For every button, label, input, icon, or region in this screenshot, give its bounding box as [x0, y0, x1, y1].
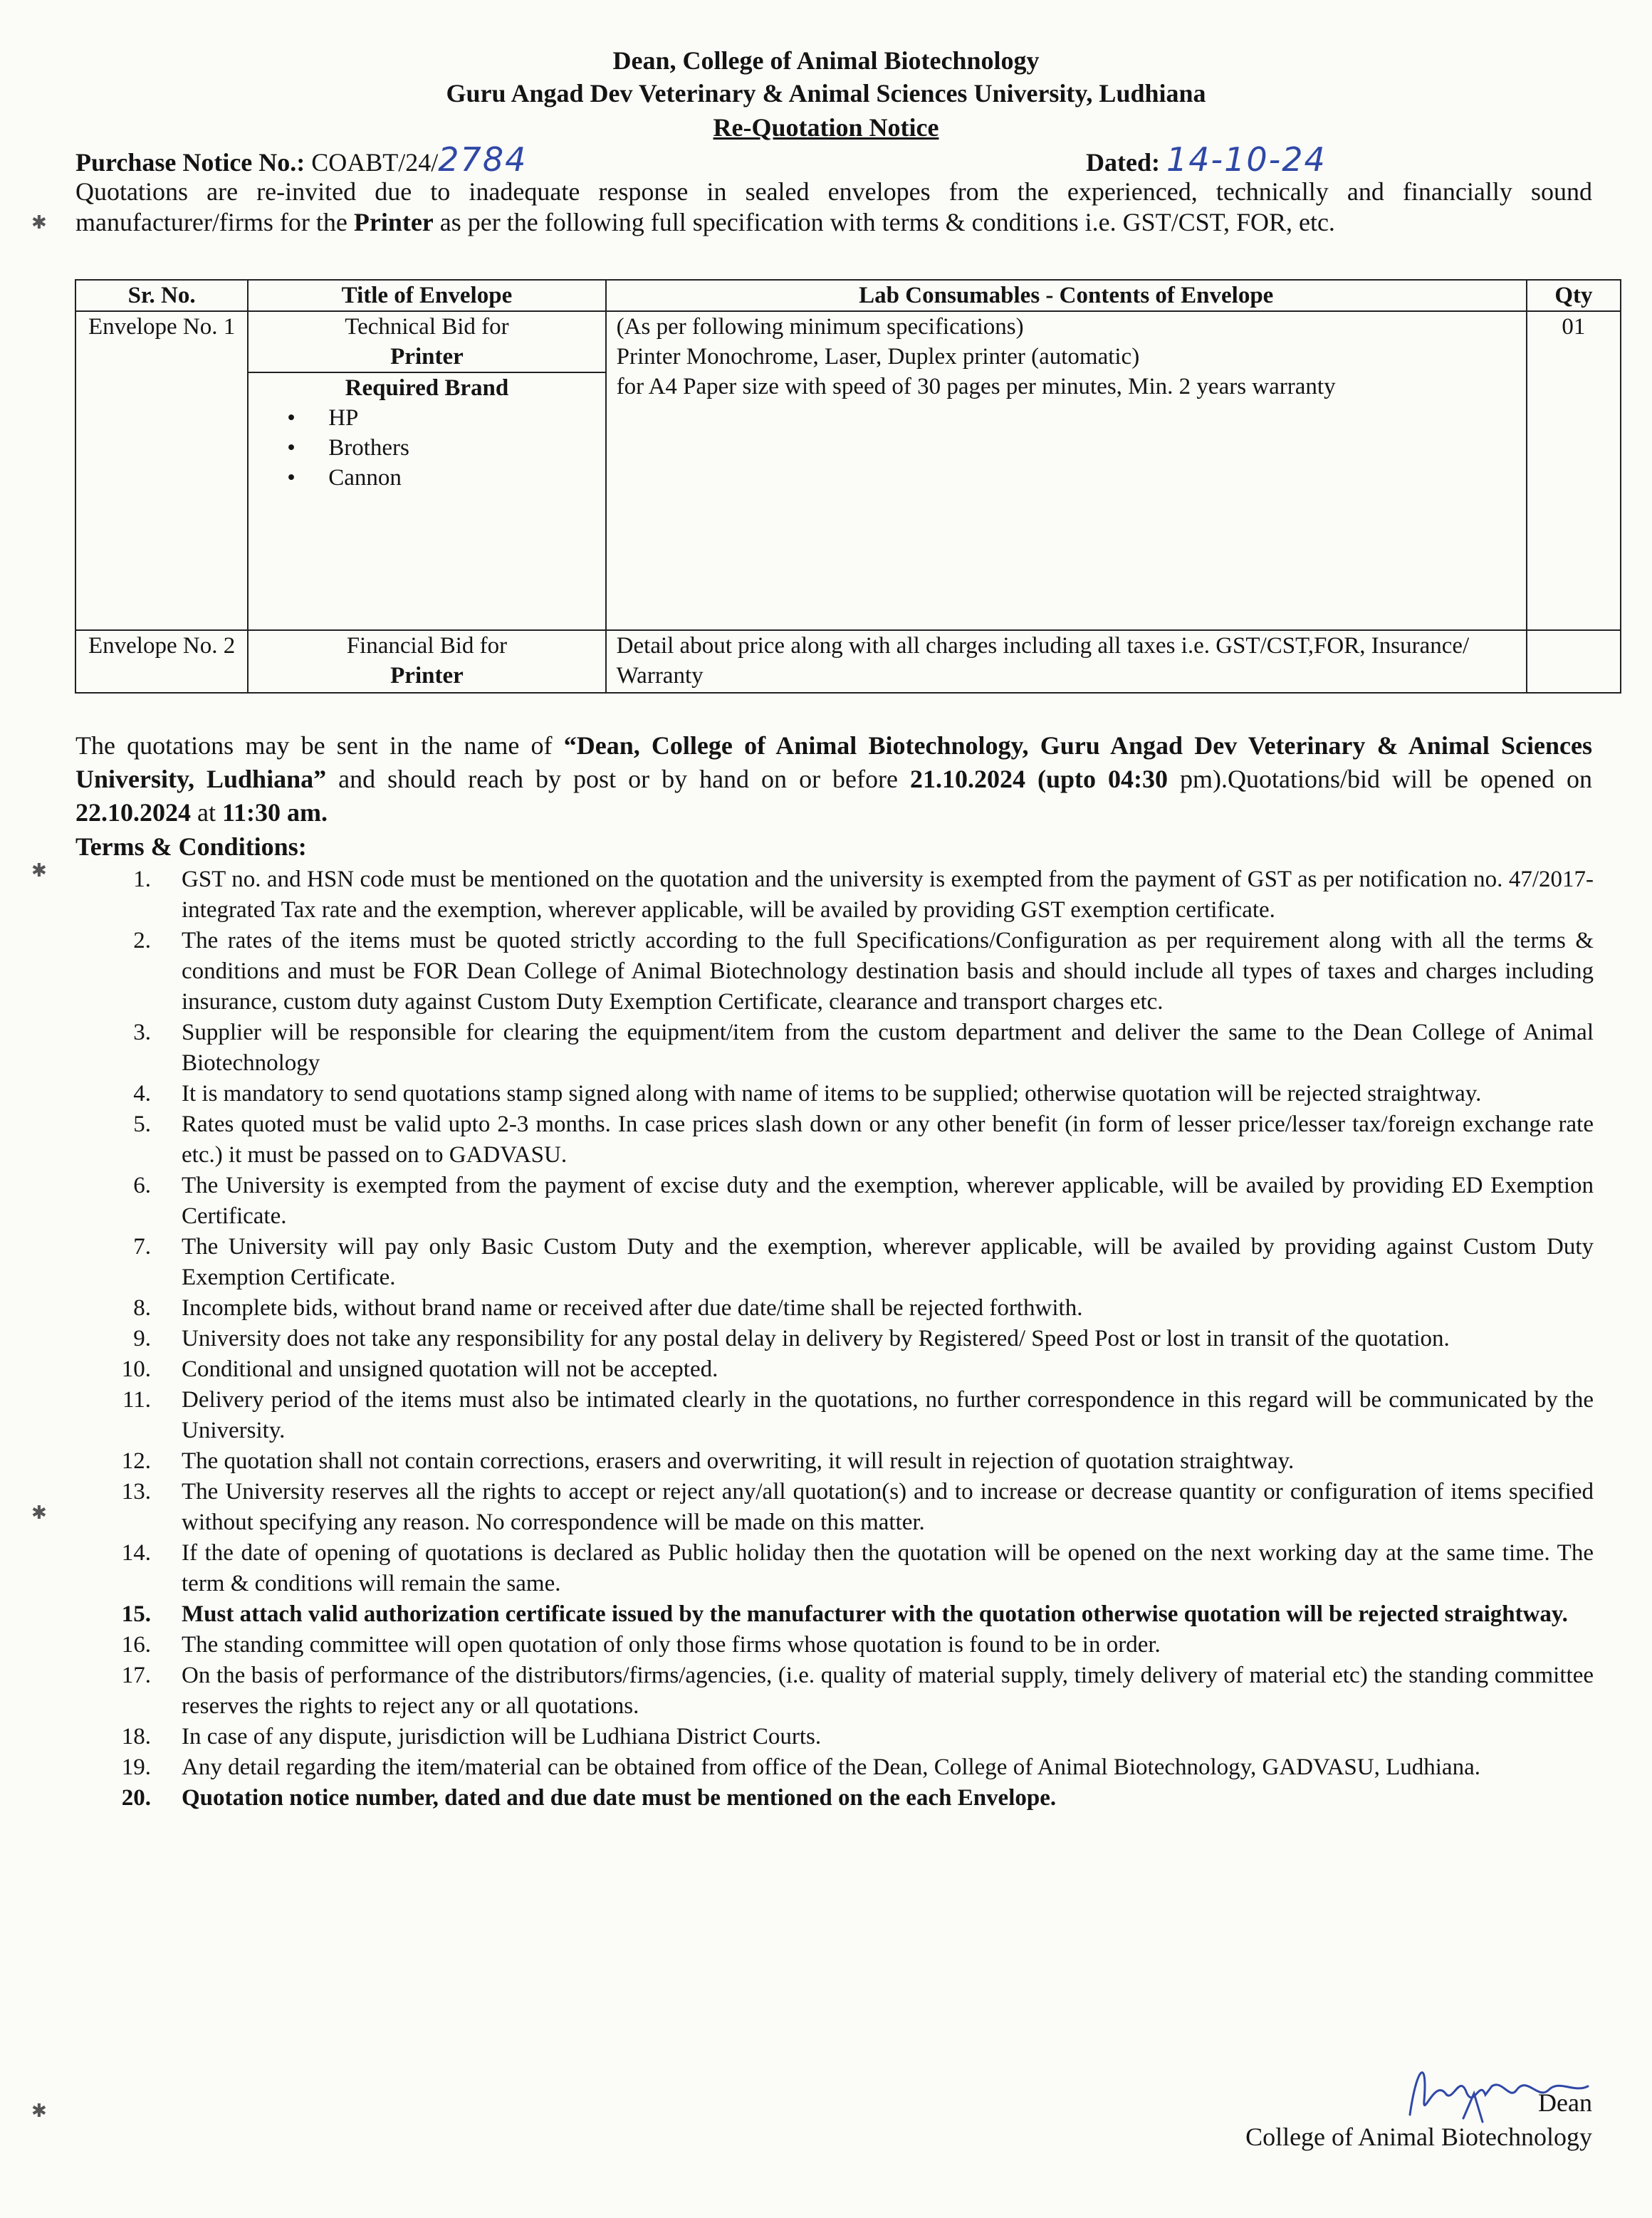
- envelope-table-header-row: [75, 280, 1621, 311]
- term-number: 13.: [121, 1479, 151, 1505]
- term-text: The standing committee will open quotation of only those firms whose quotation is found to be in order.: [182, 1632, 1161, 1658]
- envelope-2-title: [248, 630, 605, 693]
- required-brand-label: Required Brand: [345, 375, 509, 401]
- term-item: [107, 1109, 1594, 1171]
- send-text-3: pm).Quotations/bid will be opened on: [1168, 765, 1592, 793]
- term-item: [107, 1385, 1594, 1446]
- term-number: 17.: [121, 1663, 151, 1688]
- term-text: The University is exempted from the payment of excise duty and the exemption, wherever applicable, will be availed by providing ED Exemption Certificate.: [182, 1173, 1594, 1229]
- header-sr-no: Sr. No.: [75, 280, 248, 311]
- term-item: [107, 926, 1594, 1018]
- term-item: [107, 1783, 1594, 1814]
- term-text: In case of any dispute, jurisdiction will be Ludhiana District Courts.: [182, 1724, 822, 1749]
- term-item: [107, 1599, 1594, 1630]
- header-title-of-envelope: Title of Envelope: [248, 280, 605, 311]
- envelope-1-contents-line3: for A4 Paper size with speed of 30 pages per minutes, Min. 2 years warranty: [616, 374, 1336, 399]
- dated-handwritten-value: 14-10-24: [1166, 140, 1327, 179]
- term-item: [107, 1752, 1594, 1783]
- term-number: 2.: [133, 928, 151, 953]
- term-text: Any detail regarding the item/material can be obtained from office of the Dean, College of Animal Biotechnology, GADVASU, Ludhiana.: [182, 1754, 1480, 1780]
- term-item: [107, 1660, 1594, 1722]
- term-number: 7.: [133, 1234, 151, 1260]
- brand-item-brothers: • Brothers: [287, 433, 595, 463]
- term-text: Rates quoted must be valid upto 2-3 months. In case prices slash down or any other benefit (in form of lesser price/lesser tax/foreign exchange rate etc.) it must be passed on to GADVASU.: [182, 1111, 1594, 1168]
- envelope-2-sr: Envelope No. 2: [75, 630, 248, 693]
- envelope-table: [75, 279, 1621, 694]
- notice-date: [1086, 142, 1327, 179]
- header-university-name: Guru Angad Dev Veterinary & Animal Sciences University, Ludhiana: [446, 79, 1206, 108]
- margin-mark: ✱: [31, 860, 47, 881]
- envelope-1-title-line2: Printer: [390, 344, 464, 370]
- envelope-1-title: [248, 311, 605, 372]
- envelope-1-title-line1: Technical Bid for: [345, 314, 509, 340]
- term-text: The University reserves all the rights to accept or reject any/all quotation(s) and to increase or decrease quantity or configuration of items specified without specifying any reason. No correspondence will be made on this matter.: [182, 1479, 1594, 1535]
- margin-mark: ✱: [31, 1502, 47, 1523]
- term-text: Supplier will be responsible for clearing the equipment/item from the custom department and deliver the same to the Dean College of Animal Biotechnology: [182, 1020, 1594, 1076]
- intro-paragraph: [75, 177, 1592, 238]
- send-addressee: “Dean, College of Animal Biotechnology, Guru Angad Dev Veterinary & Animal Sciences University, Ludhiana”: [75, 731, 1592, 793]
- term-item: [107, 1079, 1594, 1109]
- term-number: 5.: [133, 1111, 151, 1137]
- term-number: 1.: [133, 867, 151, 892]
- intro-printer-bold: Printer: [353, 208, 434, 236]
- term-text: Quotation notice number, dated and due date must be mentioned on the each Envelope.: [182, 1785, 1057, 1811]
- term-item: [107, 1171, 1594, 1232]
- send-instructions-paragraph: [75, 729, 1592, 830]
- terms-list: [107, 864, 1594, 1814]
- purchase-notice-handwritten-number: 2784: [438, 140, 528, 179]
- term-text: Must attach valid authorization certificate issued by the manufacturer with the quotation otherwise quotation will be rejected straightway.: [182, 1601, 1568, 1627]
- send-opening-date: 22.10.2024: [75, 798, 191, 827]
- term-text: University does not take any responsibility for any postal delay in delivery by Registered/ Speed Post or lost in transit of the quotation.: [182, 1326, 1450, 1351]
- term-number: 6.: [133, 1173, 151, 1198]
- envelope-2-title-line2: Printer: [390, 663, 464, 689]
- term-number: 8.: [133, 1295, 151, 1321]
- signatory-title: Dean: [1538, 2088, 1592, 2117]
- term-item: [107, 1538, 1594, 1599]
- term-text: Incomplete bids, without brand name or received after due date/time shall be rejected forthwith.: [182, 1295, 1083, 1321]
- term-text: On the basis of performance of the distributors/firms/agencies, (i.e. quality of material supply, timely delivery of material etc) the standing committee reserves the rights to reject any or all quotations.: [182, 1663, 1594, 1719]
- required-brand-cell: [248, 372, 605, 630]
- envelope-2-qty: [1527, 630, 1621, 693]
- term-text: It is mandatory to send quotations stamp signed along with name of items to be supplied; otherwise quotation will be rejected straightway.: [182, 1081, 1482, 1107]
- term-item: [107, 1446, 1594, 1477]
- header-dean-title: Dean, College of Animal Biotechnology: [612, 46, 1040, 75]
- margin-mark: ✱: [31, 212, 47, 233]
- brand-list: [258, 403, 595, 493]
- term-number: 11.: [122, 1387, 151, 1413]
- term-text: Delivery period of the items must also be intimated clearly in the quotations, no further correspondence in this regard will be communicated by the University.: [182, 1387, 1594, 1443]
- term-item: [107, 1630, 1594, 1660]
- send-opening-time: 11:30 am.: [221, 798, 328, 827]
- term-item: [107, 1354, 1594, 1385]
- term-number: 16.: [121, 1632, 151, 1658]
- header-qty: Qty: [1527, 280, 1621, 311]
- term-number: 3.: [133, 1020, 151, 1045]
- send-due-date: 21.10.2024 (upto 04:30: [910, 765, 1169, 793]
- terms-title: Terms & Conditions:: [75, 832, 307, 861]
- term-text: The quotation shall not contain corrections, erasers and overwriting, it will result in rejection of quotation straightway.: [182, 1448, 1295, 1474]
- term-item: [107, 864, 1594, 926]
- envelope-2-contents: Detail about price along with all charges including all taxes i.e. GST/CST,FOR, Insurance/ Warranty: [606, 630, 1527, 693]
- term-text: The University will pay only Basic Custom Duty and the exemption, wherever applicable, will be availed by providing against Custom Duty Exemption Certificate.: [182, 1234, 1594, 1290]
- term-item: [107, 1232, 1594, 1293]
- envelope-1-sr-text: Envelope No. 1: [88, 314, 236, 340]
- term-number: 18.: [121, 1724, 151, 1749]
- term-text: If the date of opening of quotations is declared as Public holiday then the quotation will be opened on the next working day at the same time. The term & conditions will remain the same.: [182, 1540, 1594, 1596]
- term-number: 10.: [121, 1356, 151, 1382]
- envelope-1-contents: [606, 311, 1527, 630]
- envelope-1-qty: 01: [1527, 311, 1621, 630]
- term-number: 15.: [121, 1601, 151, 1627]
- envelope-row-1: [75, 311, 1621, 372]
- intro-text-1: Quotations are re-invited due to inadequate response in sealed envelopes from the experienced, technically and financially sound manufacturer/firms for the: [75, 177, 1592, 236]
- header-contents: Lab Consumables - Contents of Envelope: [606, 280, 1527, 311]
- term-number: 9.: [133, 1326, 151, 1351]
- intro-text-2: as per the following full specification with terms & conditions i.e. GST/CST, FOR, etc.: [433, 208, 1335, 236]
- brand-item-hp: • HP: [287, 403, 595, 433]
- margin-mark: ✱: [31, 2101, 47, 2121]
- term-text: Conditional and unsigned quotation will not be accepted.: [182, 1356, 718, 1382]
- term-item: [107, 1477, 1594, 1538]
- term-number: 14.: [121, 1540, 151, 1566]
- envelope-1-contents-line2: Printer Monochrome, Laser, Duplex printer (automatic): [616, 344, 1140, 370]
- envelope-1-contents-line1: (As per following minimum specifications): [616, 314, 1024, 340]
- term-number: 19.: [121, 1754, 151, 1780]
- send-text-2: and should reach by post or by hand on or before: [326, 765, 910, 793]
- dated-label: Dated:: [1086, 148, 1160, 177]
- envelope-2-title-line1: Financial Bid for: [346, 633, 508, 659]
- signatory-organization: College of Animal Biotechnology: [1245, 2123, 1592, 2151]
- envelope-1-sr: [75, 311, 248, 630]
- term-text: GST no. and HSN code must be mentioned on the quotation and the university is exempted from the payment of GST as per notification no. 47/2017-integrated Tax rate and the exemption, wherever applicable, will be availed by providing GST exemption certificate.: [182, 867, 1594, 923]
- term-text: The rates of the items must be quoted strictly according to the full Specifications/Configuration as per requirement along with all the terms & conditions and must be FOR Dean College of Animal Biotechnology destination basis and should include all types of taxes and charges including insurance, custom duty against Custom Duty Exemption Certificate, clearance and transport charges etc.: [182, 928, 1594, 1015]
- purchase-notice-number: [75, 142, 527, 179]
- term-number: 20.: [121, 1785, 151, 1811]
- brand-item-cannon: • Cannon: [287, 463, 595, 493]
- send-text-1: The quotations may be sent in the name of: [75, 731, 564, 760]
- header-notice-type: Re-Quotation Notice: [713, 113, 939, 142]
- term-item: [107, 1324, 1594, 1354]
- term-item: [107, 1722, 1594, 1752]
- send-text-4: at: [191, 798, 222, 827]
- term-number: 4.: [133, 1081, 151, 1107]
- purchase-notice-label: Purchase Notice No.:: [75, 148, 305, 177]
- purchase-notice-prefix: COABT/24/: [311, 148, 439, 177]
- term-number: 12.: [121, 1448, 151, 1474]
- term-item: [107, 1018, 1594, 1079]
- envelope-row-2: [75, 630, 1621, 693]
- term-item: [107, 1293, 1594, 1324]
